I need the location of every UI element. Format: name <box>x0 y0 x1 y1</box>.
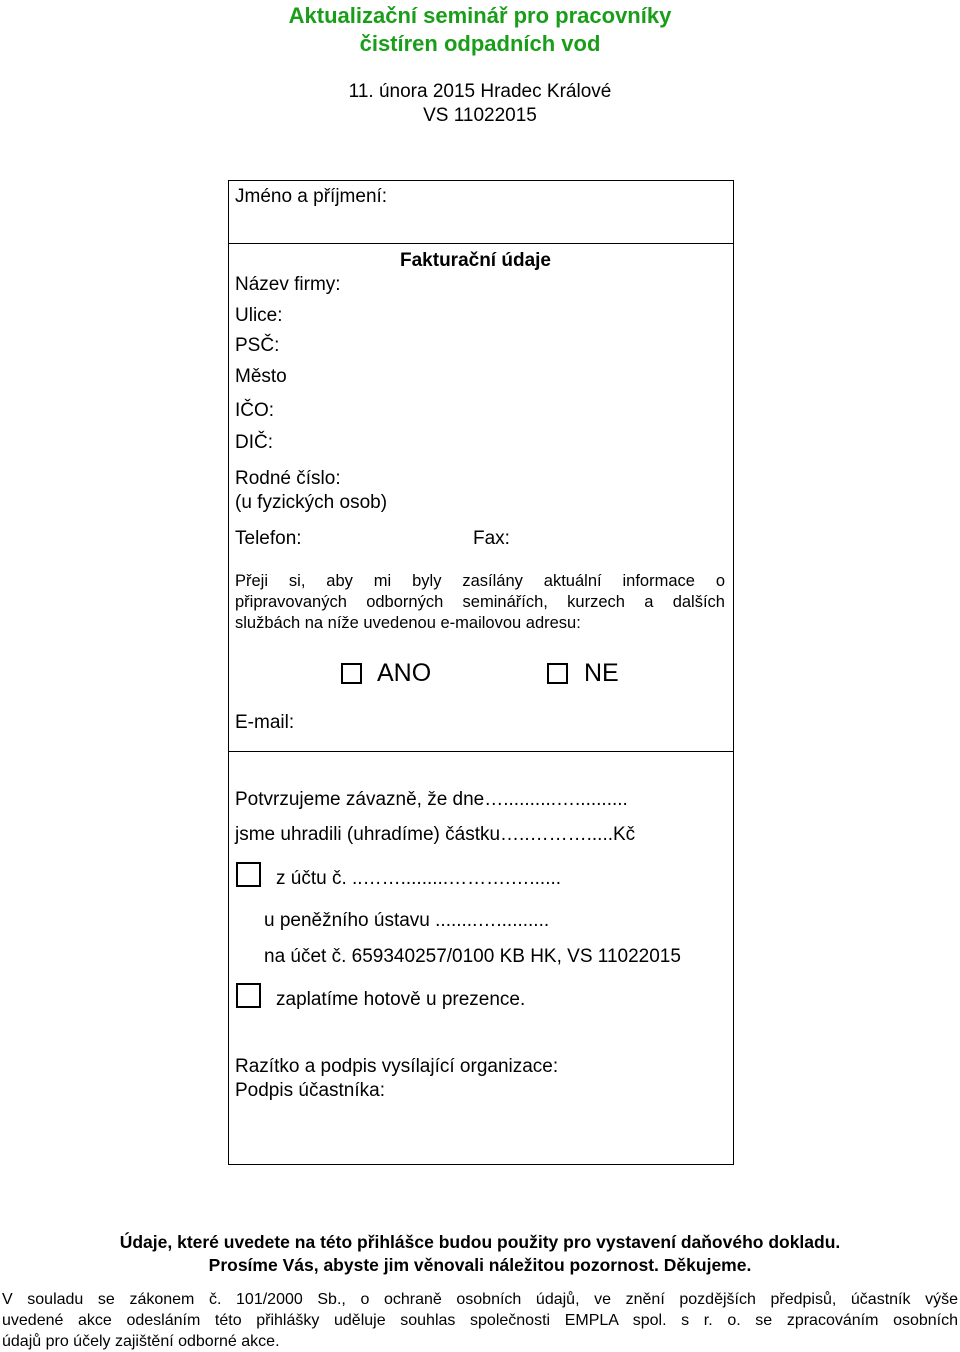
consent-text-line-3: službách na níže uvedenou e-mailovou adresu: <box>235 614 581 632</box>
notice-line-1: Údaje, které uvedete na této přihlášce budou použity pro vystavení daňového dokladu. <box>119 1232 841 1252</box>
participant-signature-label: Podpis účastníka: <box>235 1080 385 1101</box>
confirm-date-line[interactable]: Potvrzujeme závazně, že dne…..........….......... <box>235 789 628 810</box>
bank-name-line[interactable]: u peněžního ústavu ........….......... <box>264 910 550 931</box>
confirm-amount-line[interactable]: jsme uhradili (uhradíme) částku…..……….....Kč <box>235 824 636 845</box>
zip-field-label[interactable]: PSČ: <box>235 335 280 356</box>
no-label: NE <box>584 659 619 687</box>
variable-symbol: VS 11022015 <box>423 105 537 126</box>
email-field-label[interactable]: E-mail: <box>235 712 295 733</box>
target-account: na účet č. 659340257/0100 KB HK, VS 11022015 <box>264 946 681 967</box>
cash-payment-checkbox[interactable] <box>236 983 261 1008</box>
street-field-label[interactable]: Ulice: <box>235 305 283 326</box>
birth-number-label[interactable]: Rodné číslo: <box>235 468 341 489</box>
ico-field-label[interactable]: IČO: <box>235 400 275 421</box>
privacy-footer-line-3: údajů pro účely zajištění odborné akce. <box>2 1333 280 1350</box>
privacy-footer-line-2: uvedené akce odesláním této přihlášky uděluje souhlas společnosti EMPLA spol. s r. o. se zpracováním osobních <box>2 1312 958 1329</box>
divider <box>228 751 734 752</box>
notice-line-2: Prosíme Vás, abyste jim věnovali náležitou pozornost. Děkujeme. <box>208 1255 752 1275</box>
privacy-footer-line-1: V souladu se zákonem č. 101/2000 Sb., o ochraně osobních údajů, ve znění pozdějších předpisů, účastník výše <box>2 1291 958 1308</box>
title-line-1: Aktualizační seminář pro pracovníky <box>288 3 672 28</box>
city-field-label[interactable]: Město <box>235 366 287 387</box>
account-number-line[interactable]: z účtu č. ..…….........……….…...... <box>276 868 562 889</box>
yes-label: ANO <box>377 659 432 687</box>
phone-field-label[interactable]: Telefon: <box>235 528 302 549</box>
dic-field-label[interactable]: DIČ: <box>235 432 273 453</box>
registration-form <box>228 180 734 1165</box>
yes-checkbox[interactable] <box>341 663 362 684</box>
fax-field-label[interactable]: Fax: <box>473 528 510 549</box>
event-date-place: 11. února 2015 Hradec Králové <box>348 81 612 102</box>
consent-text-line-1: Přeji si, aby mi byly zasílány aktuální informace o <box>235 572 725 590</box>
bank-transfer-checkbox[interactable] <box>236 862 261 887</box>
name-field-label[interactable]: Jméno a příjmení: <box>235 186 388 207</box>
no-checkbox[interactable] <box>547 663 568 684</box>
company-field-label[interactable]: Název firmy: <box>235 274 341 295</box>
stamp-signature-label: Razítko a podpis vysílající organizace: <box>235 1056 559 1077</box>
billing-heading: Fakturační údaje <box>400 250 551 271</box>
cash-payment-label: zaplatíme hotově u prezence. <box>276 989 526 1010</box>
title-line-2: čistíren odpadních vod <box>359 31 601 56</box>
consent-text-line-2: připravovaných odborných seminářích, kurzech a dalších <box>235 593 725 611</box>
birth-number-note: (u fyzických osob) <box>235 492 388 513</box>
divider <box>228 243 734 244</box>
